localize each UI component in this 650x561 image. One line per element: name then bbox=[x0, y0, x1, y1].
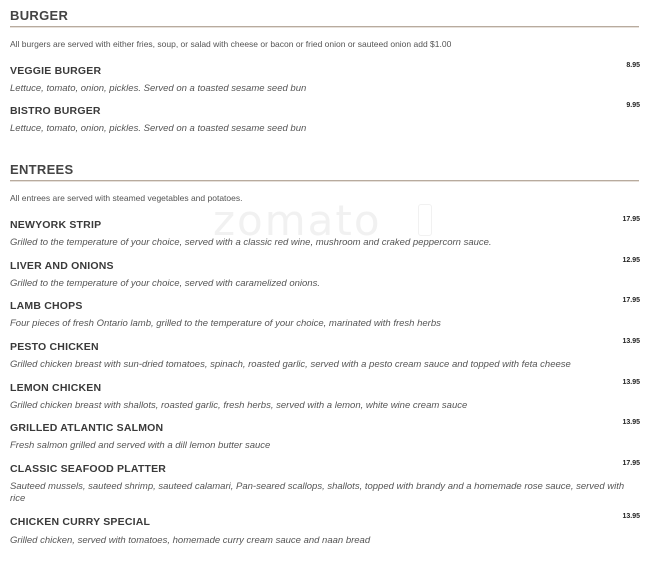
menu-item-name: CLASSIC SEAFOOD PLATTER bbox=[10, 463, 167, 475]
menu-item-description: Lettuce, tomato, onion, pickles. Served on a toasted sesame seed bun bbox=[10, 123, 307, 134]
menu-item-name: GRILLED ATLANTIC SALMON bbox=[10, 422, 164, 434]
menu-item-description: Lettuce, tomato, onion, pickles. Served on a toasted sesame seed bun bbox=[10, 83, 307, 94]
menu-item-description: Four pieces of fresh Ontario lamb, grilled to the temperature of your choice, marinated with fresh herbs bbox=[10, 318, 441, 329]
menu-item-price: 12.95 bbox=[622, 257, 640, 264]
menu-item-price: 13.95 bbox=[622, 513, 640, 520]
section-divider bbox=[10, 180, 639, 182]
menu-item-description: Grilled to the temperature of your choice, served with a classic red wine, mushroom and craked peppercorn sauce. bbox=[10, 237, 492, 248]
menu-item-description: Grilled chicken breast with sun-dried tomatoes, spinach, roasted garlic, served with a pesto cream sauce and topped with feta cheese bbox=[10, 359, 571, 370]
menu-item-name: PESTO CHICKEN bbox=[10, 341, 99, 353]
menu-item-name: LIVER AND ONIONS bbox=[10, 260, 114, 272]
menu-item-price: 17.95 bbox=[622, 297, 640, 304]
menu-item-name: LEMON CHICKEN bbox=[10, 382, 102, 394]
menu-item-price: 13.95 bbox=[622, 338, 640, 345]
menu-item-price: 13.95 bbox=[622, 419, 640, 426]
menu-item-name: CHICKEN CURRY SPECIAL bbox=[10, 516, 151, 528]
watermark-logo-icon bbox=[418, 204, 432, 236]
menu-item-price: 8.95 bbox=[626, 62, 640, 69]
menu-item-price: 9.95 bbox=[626, 102, 640, 109]
menu-item-name: VEGGIE BURGER bbox=[10, 65, 102, 77]
menu-item-name: NEWYORK STRIP bbox=[10, 219, 102, 231]
section-note-entrees: All entrees are served with steamed vegetables and potatoes. bbox=[10, 193, 243, 203]
section-title-entrees: ENTREES bbox=[10, 162, 74, 177]
section-divider bbox=[10, 26, 639, 28]
watermark-text: zomato bbox=[213, 196, 382, 245]
menu-item-price: 13.95 bbox=[622, 379, 640, 386]
menu-item-description: Fresh salmon grilled and served with a dill lemon butter sauce bbox=[10, 440, 271, 451]
menu-item-name: BISTRO BURGER bbox=[10, 105, 101, 117]
menu-item-description: Grilled chicken, served with tomatoes, homemade curry cream sauce and naan bread bbox=[10, 535, 371, 546]
menu-item-description: Sauteed mussels, sauteed shrimp, sauteed calamari, Pan-seared scallops, shallots, topped with brandy and a homemade rose sauce, served with rice bbox=[10, 481, 625, 504]
menu-item-price: 17.95 bbox=[622, 216, 640, 223]
section-note-burger: All burgers are served with either fries, soup, or salad with cheese or bacon or fried onion or sauteed onion add $1.00 bbox=[10, 39, 452, 49]
section-title-burger: BURGER bbox=[10, 8, 69, 23]
menu-item-name: LAMB CHOPS bbox=[10, 300, 83, 312]
menu-item-description: Grilled chicken breast with shallots, roasted garlic, fresh herbs, served with a lemon, white wine cream sauce bbox=[10, 400, 468, 411]
menu-item-price: 17.95 bbox=[622, 460, 640, 467]
menu-item-description: Grilled to the temperature of your choice, served with caramelized onions. bbox=[10, 278, 320, 289]
